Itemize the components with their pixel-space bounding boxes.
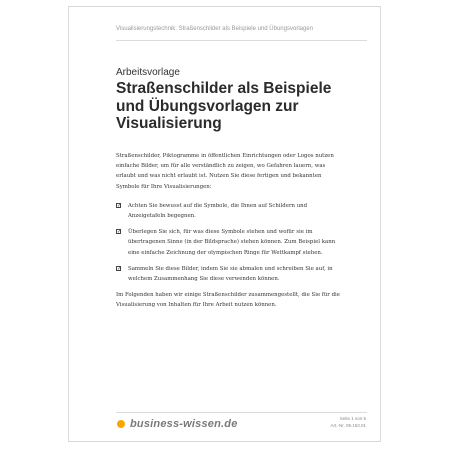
page-number: Seite 1 von 5 (339, 416, 366, 421)
list-item (116, 201, 341, 221)
list-item-text: Überlegen Sie sich, für was diese Symbole stehen und wofür sie im übertragenen Sinne (in der Bildsprache) stehen können. Zum Beispiel kann eine einfache Zeichnung der olympischen Ringe für Wettkampf stehen. (128, 229, 336, 256)
checkbox-icon: ✓ (117, 229, 122, 236)
brand-logo[interactable] (117, 418, 238, 430)
intro-paragraph: Straßenschilder, Piktogramme in öffentlichen Einrichtungen oder Logos nutzen einfache Bilder, um für alle verständlich zu zeigen, wo Gefahren lauern, was erlaubt und was nicht erlaubt ist. Nutzen Sie diese fertigen und bekannten Symbole für Ihre Visualisierungen: (116, 153, 334, 190)
document-body (116, 151, 341, 311)
logo-text: business-wissen.de (130, 418, 238, 430)
checkbox-icon: ✓ (117, 202, 122, 209)
header-divider (116, 40, 367, 41)
checklist (116, 201, 341, 284)
document-title: Straßenschilder als Beispiele und Übungsvorlagen zur Visualisierung (116, 80, 332, 132)
logo-dot-icon (117, 420, 125, 428)
checkbox-icon: ✓ (117, 265, 122, 272)
footer-divider (116, 412, 367, 413)
closing-paragraph: Im Folgenden haben wir einige Straßenschilder zusammengestellt, die Sie für die Visualisierung von Inhalten für Ihre Arbeit nutzen können. (116, 292, 340, 309)
list-item (116, 264, 341, 284)
list-item-text: Achten Sie bewusst auf die Symbole, die Ihnen auf Schildern und Anzeigetafeln begegnen. (128, 202, 308, 220)
article-number: Art.-Nr. 09.153.01 (330, 422, 366, 428)
running-header: Visualisierungstechnik: Straßenschilder als Beispiele und Übungsvorlagen (116, 26, 314, 32)
page-info (330, 416, 366, 429)
list-item (116, 227, 341, 258)
document-page (68, 6, 381, 442)
document-kicker: Arbeitsvorlage (116, 67, 180, 78)
list-item-text: Sammeln Sie diese Bilder, indem Sie sie abmalen und schreiben Sie auf, in welchem Zusammenhang Sie diese verwenden können. (128, 265, 333, 283)
